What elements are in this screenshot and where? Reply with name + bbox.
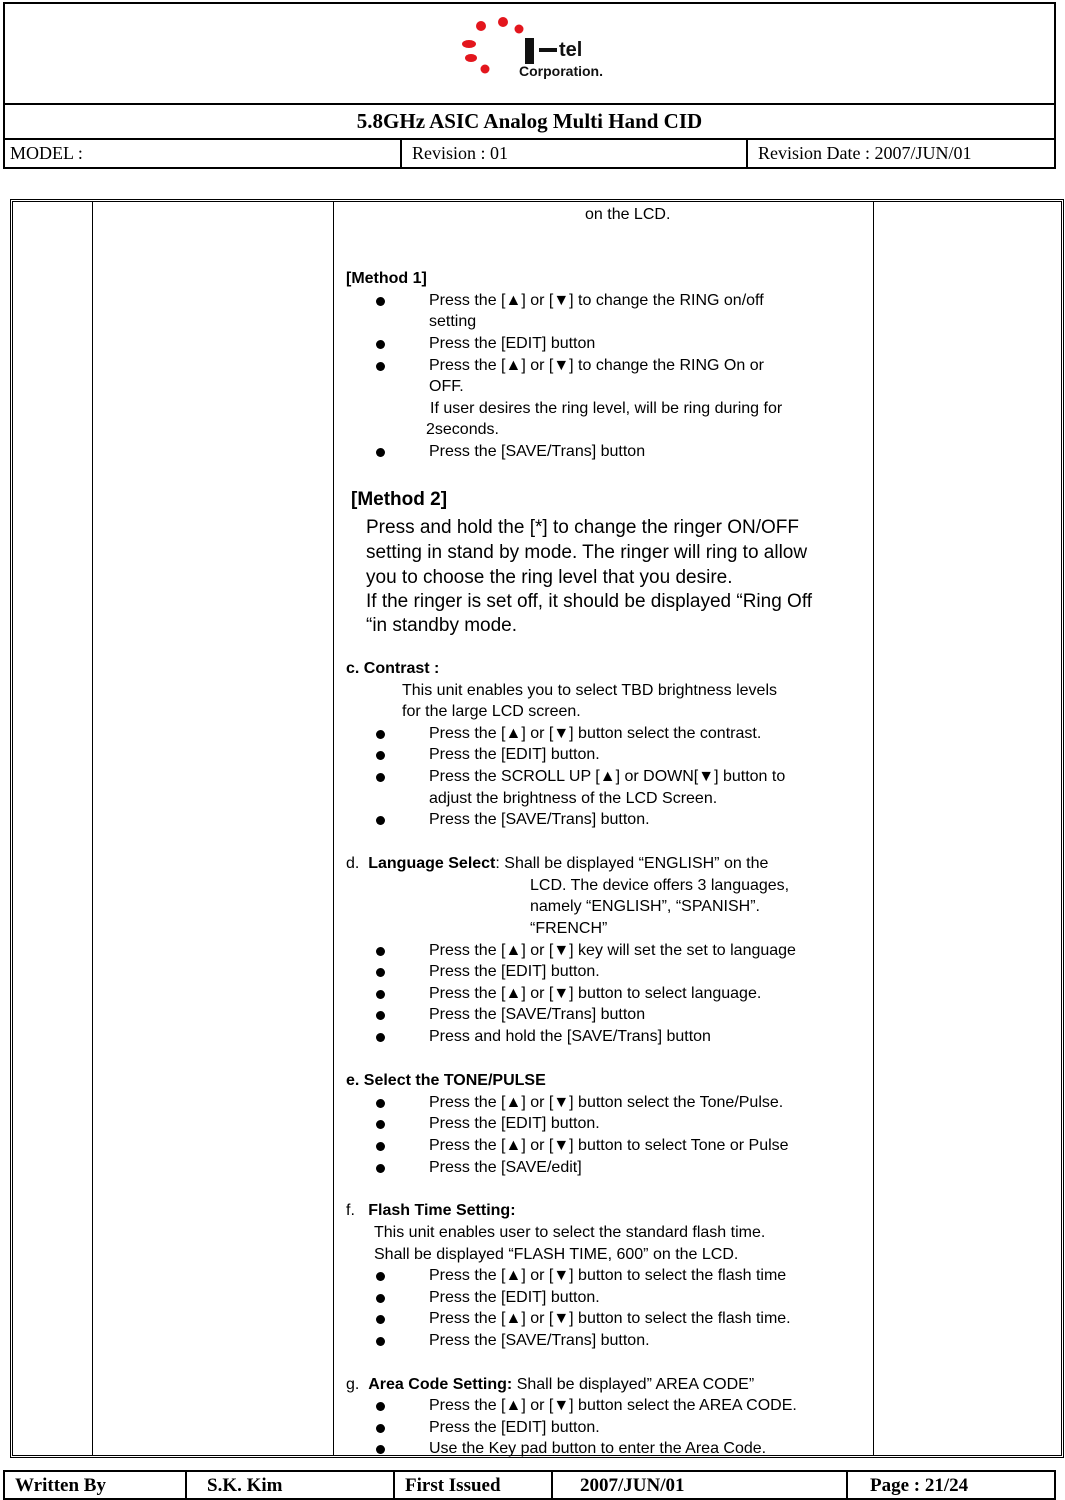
text-line: adjust the brightness of the LCD Screen. [429,790,718,807]
document-footer [3,1470,1056,1500]
bullet-icon [376,1120,385,1129]
text-line: Press and hold the [SAVE/Trans] button [429,1028,711,1045]
model-label: MODEL : [5,140,402,167]
text-line: “in standby mode. [366,615,518,636]
text-line: Press the [EDIT] button. [429,963,600,980]
logo-subtext: Corporation. [519,63,603,79]
bullet-icon [376,816,385,825]
page-number: Page : 21/24 [870,1475,969,1496]
section-heading: c. Contrast : [346,660,440,677]
bullet-icon [376,1294,385,1303]
text-line: Press the [EDIT] button. [429,1289,600,1306]
column-divider [873,202,874,1455]
bullet-icon [376,340,385,349]
logo-text: tel [559,39,583,61]
bullet-icon [376,1142,385,1151]
bullet-icon [376,1164,385,1173]
written-by-label: Written By [5,1472,187,1499]
text-line: Press and hold the [*] to change the ringer ON/OFF [366,517,800,538]
bullet-icon [376,1402,385,1411]
text-line: namely “ENGLISH”, “SPANISH”. [530,898,760,915]
section-label [346,1375,754,1395]
text-line: for the large LCD screen. [402,703,581,720]
text-line: Press the [EDIT] button [429,335,596,352]
content-table [10,199,1064,1458]
text-line: LCD. The device offers 3 languages, [530,877,790,894]
text-line: Press the [▲] or [▼] button select the contrast. [429,725,762,742]
logo-row [5,4,1054,105]
text-line: Shall be displayed” AREA CODE” [512,1376,755,1393]
text-line: Press the [SAVE/Trans] button. [429,811,650,828]
section-heading: [Method 1] [346,270,427,287]
text-line: Press the [▲] or [▼] button to select language. [429,985,762,1002]
section-letter: g. [346,1376,360,1393]
bullet-icon [376,968,385,977]
text-line: Press the [▲] or [▼] key will set the set to language [429,942,796,959]
section-label [346,854,768,874]
column-divider [333,202,334,1455]
text-line: Shall be displayed “FLASH TIME, 600” on the LCD. [374,1246,739,1263]
text-line: Press the [SAVE/edit] [429,1159,582,1176]
company-logo [459,16,639,80]
bullet-icon [376,1445,385,1454]
text-line: : Shall be displayed “ENGLISH” on the [495,855,769,872]
text-line: Press the [SAVE/Trans] button. [429,1332,650,1349]
text-line: Press the SCROLL UP [▲] or DOWN[▼] button to [429,768,786,785]
text-line: on the LCD. [585,206,671,223]
text-line: you to choose the ring level that you desire. [366,567,733,588]
section-heading: e. Select the TONE/PULSE [346,1072,546,1089]
bullet-icon [376,751,385,760]
bullet-icon [376,297,385,306]
bullet-icon [376,990,385,999]
bullet-icon [376,773,385,782]
bullet-icon [376,1011,385,1020]
bullet-icon [376,1424,385,1433]
revision-date: Revision Date : 2007/JUN/01 [758,143,972,163]
section-heading: Language Select [368,855,496,872]
bullet-icon [376,448,385,457]
text-line: Press the [▲] or [▼] button to select the flash time [429,1267,787,1284]
text-line: Press the [▲] or [▼] button to select the flash time. [429,1310,791,1327]
text-line: Press the [▲] or [▼] button select the AREA CODE. [429,1397,797,1414]
text-line: Press the [▲] or [▼] to change the RING On or [429,357,764,374]
text-line: If the ringer is set off, it should be displayed “Ring Off [366,591,813,612]
text-line: Press the [EDIT] button. [429,1115,600,1132]
text-line: If user desires the ring level, will be ring during for [430,400,783,417]
section-heading: [Method 2] [351,489,448,510]
first-issued-label: First Issued [395,1472,553,1499]
text-line: This unit enables you to select TBD brightness levels [402,682,778,699]
text-line: This unit enables user to select the standard flash time. [374,1224,766,1241]
section-letter: f. [346,1202,355,1219]
text-line: Press the [EDIT] button. [429,1419,600,1436]
text-line: 2seconds. [426,421,499,438]
text-line: setting [429,313,477,330]
revision-label: Revision : 01 [402,140,748,167]
text-line: Press the [▲] or [▼] button select the Tone/Pulse. [429,1094,784,1111]
document-header [3,2,1056,169]
document-title: 5.8GHz ASIC Analog Multi Hand CID [5,105,1054,140]
section-heading: Area Code Setting: [368,1376,513,1393]
text-line: Press the [▲] or [▼] button to select Tone or Pulse [429,1137,789,1154]
text-line: Press the [SAVE/Trans] button [429,443,646,460]
section-label [346,1201,516,1221]
text-line: setting in stand by mode. The ringer will ring to allow [366,542,808,563]
bullet-icon [376,362,385,371]
text-line: OFF. [429,378,464,395]
bullet-icon [376,1272,385,1281]
meta-row [5,140,1054,167]
bullet-icon [376,1315,385,1324]
section-heading: Flash Time Setting: [368,1202,516,1219]
bullet-icon [376,947,385,956]
written-by-value: S.K. Kim [187,1472,395,1499]
text-line: Use the Key pad button to enter the Area Code. [429,1440,767,1457]
section-letter: d. [346,855,360,872]
instructions-cell [343,202,873,1455]
column-divider [92,202,93,1455]
text-line: Press the [▲] or [▼] to change the RING on/off [429,292,764,309]
text-line: Press the [EDIT] button. [429,746,600,763]
first-issued-value: 2007/JUN/01 [553,1472,848,1499]
bullet-icon [376,1099,385,1108]
bullet-icon [376,1033,385,1042]
bullet-icon [376,730,385,739]
bullet-icon [376,1337,385,1346]
text-line: Press the [SAVE/Trans] button [429,1006,646,1023]
text-line: “FRENCH” [530,920,608,937]
